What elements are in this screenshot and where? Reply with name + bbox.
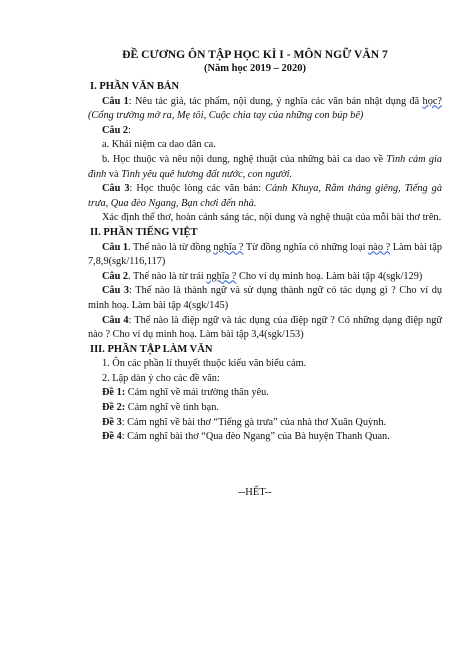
section-2-question-4: [88, 314, 442, 343]
topic-label: Đề 4: [102, 431, 122, 443]
question-text: : Nêu tác giả, tác phẩm, nội dung, ý nghĩa các văn bản nhật dụng đã: [128, 95, 423, 107]
question-text: . Thế nào là từ đồng: [128, 241, 214, 253]
topic-text: Cảm nghĩ về tình bạn.: [125, 402, 219, 414]
topic-text: : Cảm nghĩ bài thơ “Qua đèo Ngang” của Bà huyện Thanh Quan.: [121, 431, 390, 443]
question-label: Câu 2: [102, 270, 129, 282]
spellcheck-word: nghĩa ?: [206, 270, 237, 282]
section-2-question-3: [88, 284, 442, 313]
section-2-question-2: [88, 270, 442, 285]
document-end-mark: --HẾT--: [238, 487, 272, 498]
document-body: [88, 80, 442, 445]
question-label: Câu 2: [102, 124, 129, 136]
topic-text: : Cảm nghĩ về bài thơ “Tiếng gà trưa” của nhà thơ Xuân Quỳnh.: [121, 416, 387, 428]
question-label: Câu 1: [102, 241, 129, 253]
section-3-item-2: 2. Lập dàn ý cho các đề văn:: [102, 372, 220, 384]
essay-topic-1: [88, 386, 442, 401]
question-text: :: [128, 124, 131, 136]
question-text: Từ đồng nghĩa có những loại: [243, 241, 369, 253]
question-italic-text: Tình cảm gia đình: [88, 153, 442, 180]
section-2-question-1: [88, 241, 442, 270]
essay-topic-4: [88, 430, 442, 445]
section-1-question-2a: a. Khái niệm ca dao dân ca.: [102, 139, 216, 151]
section-3-item-1: 1. Ôn các phần lí thuyết thuộc kiểu văn biểu cảm.: [102, 358, 307, 370]
question-text: và: [106, 168, 122, 180]
question-label: Câu 3: [102, 285, 130, 297]
essay-topic-2: [88, 401, 442, 416]
question-italic-text: Cảnh Khuya, Rằm tháng giêng, Tiếng gà trưa, Qua đèo Ngang, Bạn chơi đến nhà.: [88, 183, 442, 209]
section-1-question-2: [88, 124, 442, 139]
question-text: : Học thuộc lòng các văn bản:: [129, 183, 266, 195]
question-label: Câu 3: [102, 183, 130, 195]
question-italic-text: (Cổng trường mở ra, Mẹ tôi, Cuộc chia tay của những con búp bê): [88, 110, 364, 122]
question-text: b. Học thuộc và nêu nội dung, nghệ thuật của những bài ca dao về: [102, 153, 387, 165]
question-text: Cho ví dụ minh hoạ. Làm bài tập 4(sgk/129): [236, 270, 423, 282]
section-1-question-2b: [88, 153, 442, 182]
question-label: Câu 1: [102, 95, 129, 107]
topic-label: Đề 3: [102, 416, 122, 428]
question-text: . Thế nào là từ trái: [128, 270, 207, 282]
document-title: ĐỀ CƯƠNG ÔN TẬP HỌC KÌ I - MÔN NGỮ VĂN 7: [122, 48, 388, 61]
question-text: : Thế nào là thành ngữ và sử dụng thành ngữ có tác dụng gì ? Cho ví dụ minh hoạ. Làm bài tập 4(sgk/145): [88, 285, 442, 311]
section-2-heading: II. PHẦN TIẾNG VIỆT: [90, 226, 198, 238]
topic-text: Cảm nghĩ về mái trường thân yêu.: [125, 387, 269, 399]
spellcheck-word: học?: [422, 95, 442, 107]
question-label: Câu 4: [102, 314, 129, 326]
question-text: Làm bài tập 7,8,9(sgk/116,117): [88, 241, 442, 268]
section-1-question-3-extra: Xác định thể thơ, hoàn cảnh sáng tác, nội dung và nghệ thuật của mỗi bài thơ trên.: [102, 212, 442, 224]
section-1-question-3: [88, 182, 442, 211]
section-1-question-1: [88, 95, 442, 124]
topic-label: Đề 1:: [102, 387, 126, 399]
question-italic-text: Tình yêu quê hương đất nước, con người.: [121, 168, 293, 180]
school-year: (Năm học 2019 – 2020): [203, 63, 307, 74]
spellcheck-word: nghĩa ?: [213, 241, 244, 253]
spellcheck-word: nào ?: [368, 241, 391, 253]
question-text: : Thế nào là điệp ngữ và tác dụng của điệp ngữ ? Có những dạng điệp ngữ nào ? Cho ví dụ minh hoạ. Làm bài tập 3,4(sgk/153): [88, 314, 442, 341]
essay-topic-3: [88, 416, 442, 431]
topic-label: Đề 2:: [102, 402, 126, 414]
section-3-heading: III. PHẦN TẬP LÀM VĂN: [90, 343, 213, 355]
section-1-heading: I. PHẦN VĂN BẢN: [90, 81, 180, 92]
